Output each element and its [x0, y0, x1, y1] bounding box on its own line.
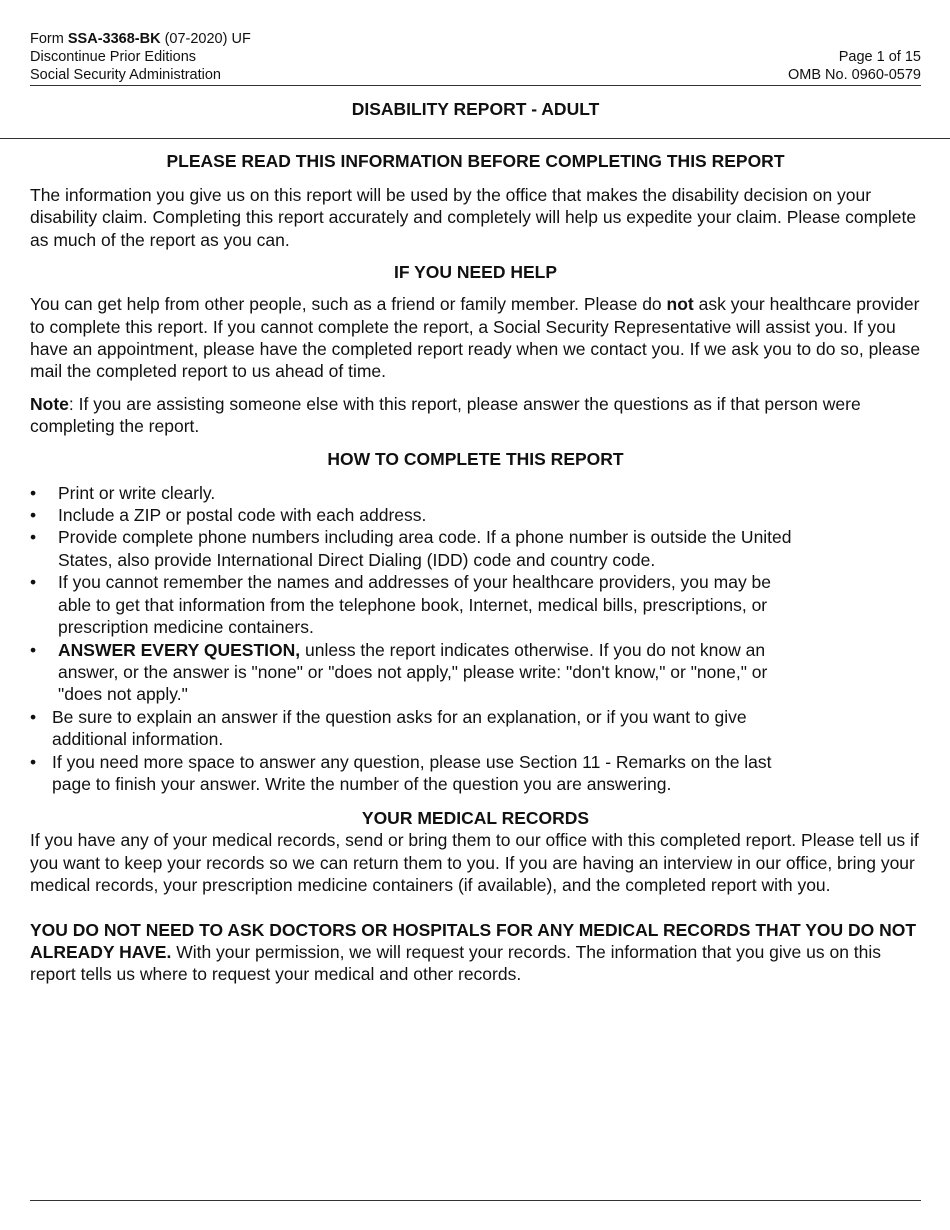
read-first-heading: PLEASE READ THIS INFORMATION BEFORE COMPLETING THIS REPORT	[166, 151, 785, 171]
omb-number: OMB No. 0960-0579	[788, 67, 921, 83]
form-edition: (07-2020) UF	[164, 31, 251, 47]
form-header-left	[30, 30, 251, 84]
form-id-line	[30, 30, 251, 48]
records-heading: YOUR MEDICAL RECORDS	[361, 808, 590, 829]
form-number: SSA-3368-BK	[67, 31, 161, 47]
list-item: • If you need more space to answer any question, please use Section 11 - Remarks on the last page to finish your answer. Write the number of the question you are answering.	[30, 751, 772, 794]
agency-name: Social Security Administration	[30, 67, 221, 83]
list-item: • If you cannot remember the names and addresses of your healthcare providers, you may be able to get that information from the telephone book, Internet, medical bills, prescriptions, or prescription medicine containers.	[30, 572, 772, 638]
discontinue-note: Discontinue Prior Editions	[30, 49, 197, 65]
page-title: DISABILITY REPORT - ADULT	[351, 99, 600, 119]
help-heading: IF YOU NEED HELP	[393, 262, 558, 283]
form-prefix: Form	[30, 31, 64, 47]
list-item: • Include a ZIP or postal code with each address.	[30, 505, 427, 526]
form-page	[30, 30, 921, 120]
list-item: • Be sure to explain an answer if the question asks for an explanation, or if you want to give additional information.	[30, 706, 747, 750]
records-text: If you have any of your medical records, send or bring them to our office with this completed report. Please tell us if you want to keep your records so we can return them to you. If you are having an interview in our office, bring your medical records, your prescription medicine containers (if available), and the completed report with you.	[30, 830, 919, 896]
how-to-heading: HOW TO COMPLETE THIS REPORT	[327, 448, 624, 469]
read-first-text: The information you give us on this report will be used by the office that makes the disability decision on your disability claim. Completing this report accurately and completely will help us expedite your claim. Please complete as much of the report as you can.	[30, 185, 917, 250]
records-notice: YOU DO NOT NEED TO ASK DOCTORS OR HOSPITALS FOR ANY MEDICAL RECORDS THAT YOU DO NOT ALREADY HAVE. With your permission, we will request your records. The information that you give us on this report tells us where to request your medical and other records.	[30, 919, 917, 985]
list-item: • Provide complete phone numbers including area code. If a phone number is outside the United States, also provide International Direct Dialing (IDD) code and country code.	[30, 527, 792, 570]
help-text: You can get help from other people, such as a friend or family member. Please do not ask your healthcare provider to complete this report. If you cannot complete the report, a Social Security Representative will assist you. If you have an appointment, please have the completed report ready when we contact you. If we ask you to do so, please mail the completed report to us ahead of time.	[30, 294, 921, 382]
header-divider	[30, 85, 921, 86]
list-item: • ANSWER EVERY QUESTION, unless the report indicates otherwise. If you do not know an answer, or the answer is "none" or "does not apply," please write: "don't know," or "none," or "does not apply."	[30, 639, 768, 705]
page-number: Page 1 of 15	[838, 49, 921, 65]
form-header-right	[788, 30, 921, 84]
instructions-list	[30, 482, 921, 796]
form-header	[30, 30, 921, 84]
footer-divider	[30, 1200, 921, 1201]
note-text: Note: If you are assisting someone else with this report, please answer the questions as if that person were completing the report.	[30, 393, 861, 437]
title-divider	[0, 138, 950, 139]
list-item: • Print or write clearly.	[30, 482, 216, 503]
form-body	[30, 150, 921, 986]
